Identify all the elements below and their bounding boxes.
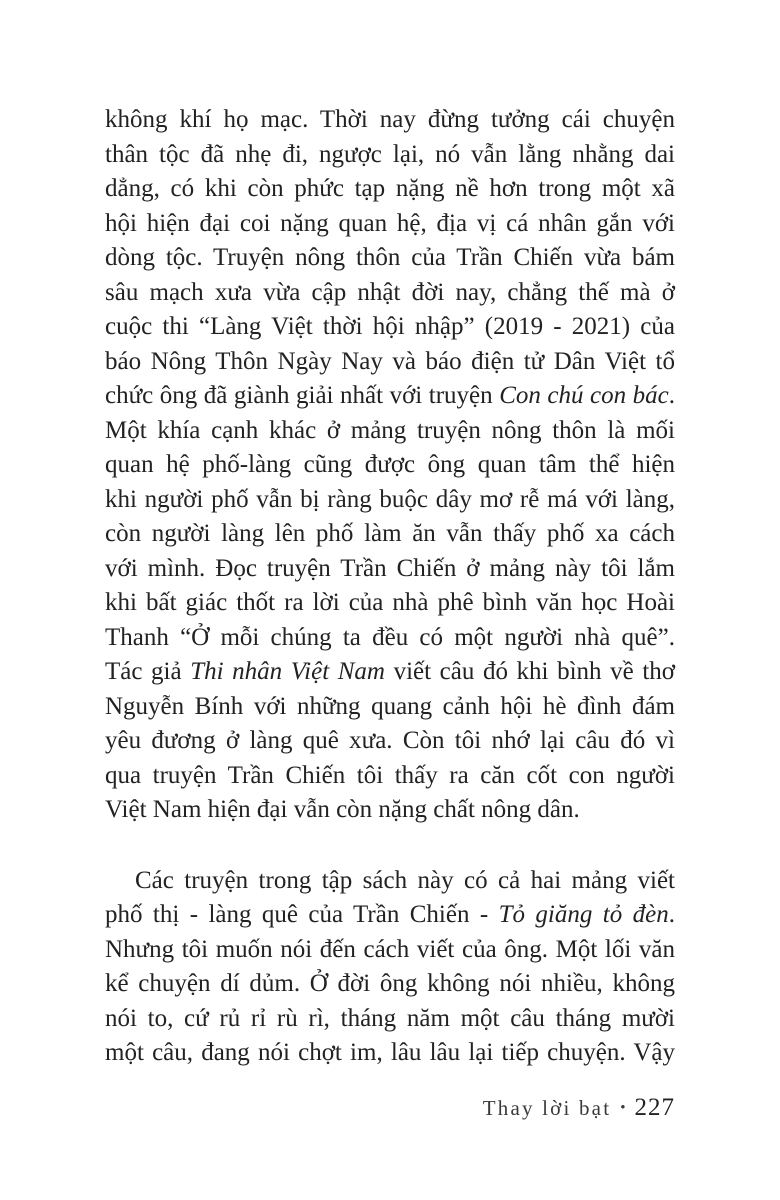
text-line (105, 517, 675, 552)
text-line (105, 552, 675, 587)
text-line (105, 207, 675, 242)
text-segment: Nhưng tôi muốn nói đến cách viết của ông. Một lối văn (105, 935, 675, 963)
text-segment: quan hệ phố-làng cũng được ông quan tâm thể hiện (105, 451, 675, 478)
text-line (105, 1036, 675, 1071)
page-footer (105, 1094, 675, 1122)
text-segment: Các truyện trong tập sách này có cả hai mảng viết (135, 866, 675, 894)
text-segment: nói to, cứ rủ rỉ rù rì, tháng năm một câu tháng mười (105, 1004, 675, 1032)
text-segment: khi người phố vẫn bị ràng buộc dây mơ rễ má với làng, (105, 485, 675, 513)
paragraph-2 (105, 864, 675, 1071)
text-segment: sâu mạch xưa vừa cập nhật đời nay, chẳng thế mà ở (105, 278, 675, 306)
text-line (105, 724, 675, 759)
text-line (105, 655, 675, 690)
text-line (105, 898, 675, 933)
text-line (105, 241, 675, 276)
text-segment: qua truyện Trần Chiến tôi thấy ra căn cốt con người (105, 761, 675, 789)
running-footer-section-title: Thay lời bạt (482, 1096, 612, 1120)
text-line (105, 379, 675, 414)
text-line (105, 759, 675, 794)
text-line (105, 793, 675, 828)
text-segment: yêu đương ở làng quê xưa. Còn tôi nhớ lại câu đó vì (105, 727, 675, 754)
text-segment: Việt Nam hiện đại vẫn còn nặng chất nông dân. (105, 796, 580, 823)
text-segment: dẳng, có khi còn phức tạp nặng nề hơn trong một xã (105, 175, 675, 202)
text-segment: phố thị - làng quê của Trần Chiến - (105, 901, 499, 928)
book-title: Con chú con bác (499, 382, 669, 409)
text-line (105, 103, 675, 138)
text-segment: với mình. Đọc truyện Trần Chiến ở mảng này tôi lắm (105, 554, 675, 582)
book-title: Thi nhân Việt Nam (190, 658, 385, 685)
page-number: 227 (634, 1094, 675, 1121)
text-line (105, 864, 675, 899)
text-segment: . (668, 382, 675, 409)
text-segment: hội hiện đại coi nặng quan hệ, địa vị cá nhân gắn với (105, 209, 675, 237)
text-segment: cuộc thi “Làng Việt thời hội nhập” (2019 - 2021) của (105, 313, 675, 340)
text-segment: Tác giả (105, 658, 191, 685)
text-line (105, 967, 675, 1002)
page-text-block (105, 103, 675, 1071)
text-segment: chức ông đã giành giải nhất với truyện (105, 382, 500, 409)
text-line (105, 933, 675, 968)
text-segment: kể chuyện dí dủm. Ở đời ông không nói nhiều, không (105, 970, 675, 997)
text-line (105, 621, 675, 656)
text-segment: Thanh “Ở mỗi chúng ta đều có một người nhà quê”. (105, 623, 675, 651)
text-segment: một câu, đang nói chợt im, lâu lâu lại tiếp chuyện. Vậy (105, 1039, 675, 1066)
book-title: Tỏ giăng tỏ đèn (498, 901, 669, 928)
paragraph-1 (105, 103, 675, 828)
text-line (105, 586, 675, 621)
text-line (105, 310, 675, 345)
text-segment: thân tộc đã nhẹ đi, ngược lại, nó vẫn lằng nhằng dai (105, 140, 675, 168)
text-segment: Một khía cạnh khác ở mảng truyện nông thôn là mối (105, 416, 675, 444)
text-segment: . (668, 901, 675, 928)
text-segment: không khí họ mạc. Thời nay đừng tưởng cái chuyện (105, 106, 675, 133)
text-segment: báo Nông Thôn Ngày Nay và báo điện tử Dân Việt tổ (105, 347, 675, 375)
text-line (105, 414, 675, 449)
text-segment: khi bất giác thốt ra lời của nhà phê bình văn học Hoài (105, 589, 675, 616)
text-segment: còn người làng lên phố làm ăn vẫn thấy phố xa cách (105, 520, 675, 547)
text-segment: Nguyễn Bính với những quang cảnh hội hè đình đám (105, 692, 675, 720)
text-line (105, 276, 675, 311)
text-segment: dòng tộc. Truyện nông thôn của Trần Chiến vừa bám (105, 244, 675, 271)
text-line (105, 483, 675, 518)
text-line (105, 172, 675, 207)
text-line (105, 690, 675, 725)
text-segment: viết câu đó khi bình về thơ (384, 658, 675, 685)
text-line (105, 345, 675, 380)
text-line (105, 1002, 675, 1037)
footer-bullet-separator: • (620, 1100, 626, 1116)
text-line (105, 138, 675, 173)
text-line (105, 448, 675, 483)
